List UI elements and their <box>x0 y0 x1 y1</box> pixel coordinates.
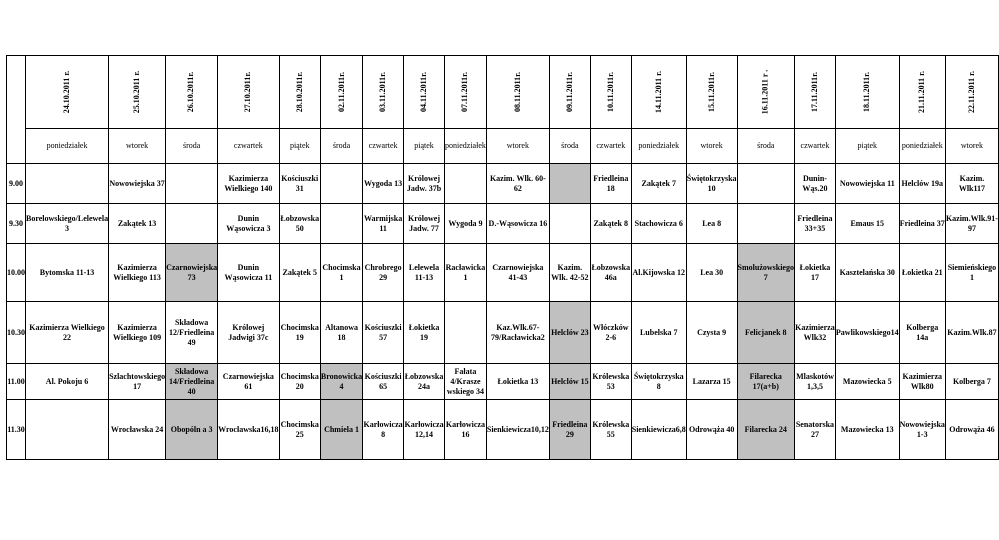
date-label: 15.11.2011r. <box>706 72 716 112</box>
schedule-cell: Dunin Wąsowicza 11 <box>218 244 279 302</box>
day-header: piątek <box>404 129 445 164</box>
date-label: 28.10.2011r. <box>294 71 304 113</box>
schedule-cell: Świętokrzyska 8 <box>631 364 686 400</box>
schedule-cell: Felicjanek 8 <box>737 302 794 364</box>
schedule-cell: Kaz.Wlk.67-79/Racławicka2 <box>486 302 549 364</box>
schedule-cell: Helclów 23 <box>549 302 590 364</box>
schedule-cell: Składowa 14/Friedleina 40 <box>166 364 218 400</box>
schedule-cell: Siemieńskiego 1 <box>945 244 998 302</box>
schedule-cell: Łokietka 19 <box>404 302 445 364</box>
date-label: 27.10.2011r. <box>243 71 253 113</box>
schedule-cell: Friedleina 33+35 <box>794 204 835 244</box>
schedule-cell: Zakątek 13 <box>109 204 166 244</box>
date-header <box>218 56 279 129</box>
date-header <box>686 56 737 129</box>
corner-cell <box>7 56 26 164</box>
schedule-cell: Lubelska 7 <box>631 302 686 364</box>
table-row <box>7 244 999 302</box>
time-label: 9.00 <box>7 164 26 204</box>
schedule-cell: Friedleina 18 <box>590 164 631 204</box>
table-row <box>7 400 999 460</box>
date-header <box>631 56 686 129</box>
date-label: 21.11.2011 r. <box>917 71 927 113</box>
schedule-cell: Wygoda 9 <box>445 204 487 244</box>
schedule-cell: Kościuszki 31 <box>279 164 320 204</box>
schedule-cell: Stachowicza 6 <box>631 204 686 244</box>
day-header: wtorek <box>486 129 549 164</box>
schedule-cell: Nowowiejska 11 <box>835 164 899 204</box>
day-header: poniedziałek <box>631 129 686 164</box>
date-header <box>445 56 487 129</box>
date-label: 16.11.2011 r . <box>760 69 770 115</box>
table-row <box>7 302 999 364</box>
schedule-cell: Łobzowska 24a <box>404 364 445 400</box>
schedule-cell: Senatorska 27 <box>794 400 835 460</box>
day-header: środa <box>549 129 590 164</box>
schedule-cell: Królewska 53 <box>590 364 631 400</box>
schedule-cell: Emaus 15 <box>835 204 899 244</box>
schedule-cell: Składowa 12/Friedleina 49 <box>166 302 218 364</box>
schedule-cell: Chmiela 1 <box>320 400 362 460</box>
schedule-cell: Lea 8 <box>686 204 737 244</box>
day-header: piątek <box>835 129 899 164</box>
schedule-cell: Nowowiejska 37 <box>109 164 166 204</box>
schedule-cell: Warmijska 11 <box>363 204 404 244</box>
date-header <box>737 56 794 129</box>
schedule-cell: Karłowicza 12,14 <box>404 400 445 460</box>
date-header <box>590 56 631 129</box>
schedule-cell: Bytomska 11-13 <box>26 244 109 302</box>
time-label: 9.30 <box>7 204 26 244</box>
day-header: wtorek <box>945 129 998 164</box>
schedule-cell <box>26 400 109 460</box>
schedule-cell: Zakątek 8 <box>590 204 631 244</box>
day-header: piątek <box>279 129 320 164</box>
schedule-cell: Al. Pokoju 6 <box>26 364 109 400</box>
table-row <box>7 204 999 244</box>
day-header: poniedziałek <box>899 129 945 164</box>
schedule-cell: Fałata 4/Krasze wskiego 34 <box>445 364 487 400</box>
schedule-cell: Królowej Jadwigi 37c <box>218 302 279 364</box>
schedule-cell: Świętokrzyska 10 <box>686 164 737 204</box>
schedule-cell: Kazimierza Wielkiego 109 <box>109 302 166 364</box>
schedule-cell: Mazowiecka 13 <box>835 400 899 460</box>
schedule-cell: Mlaskotów 1,3,5 <box>794 364 835 400</box>
day-header: czwartek <box>218 129 279 164</box>
schedule-cell: Kazim.Wlk.87 <box>945 302 998 364</box>
schedule-cell: Kasztelańska 30 <box>835 244 899 302</box>
table-row <box>7 164 999 204</box>
schedule-cell: Al.Kijowska 12 <box>631 244 686 302</box>
day-header: czwartek <box>363 129 404 164</box>
schedule-cell: Wygoda 13 <box>363 164 404 204</box>
schedule-cell: Helclów 15 <box>549 364 590 400</box>
date-header <box>363 56 404 129</box>
day-header: środa <box>166 129 218 164</box>
date-label: 17.11.2011r. <box>809 72 819 112</box>
date-label: 03.11.2011r. <box>378 72 388 112</box>
schedule-cell: Czarnowiejska 73 <box>166 244 218 302</box>
schedule-cell: Kościuszki 65 <box>363 364 404 400</box>
day-header: czwartek <box>590 129 631 164</box>
schedule-cell: Lea 30 <box>686 244 737 302</box>
schedule-cell: Borelowskiego/Lelewela 3 <box>26 204 109 244</box>
schedule-cell: Odrowąża 46 <box>945 400 998 460</box>
schedule-cell: Kazimierza Wielkiego 113 <box>109 244 166 302</box>
schedule-cell: Kolberga 7 <box>945 364 998 400</box>
date-header <box>549 56 590 129</box>
date-label: 07.11.2011r. <box>460 72 470 112</box>
schedule-cell: Chocimska 19 <box>279 302 320 364</box>
schedule-cell: Królewska 55 <box>590 400 631 460</box>
date-header <box>109 56 166 129</box>
day-header: poniedziałek <box>26 129 109 164</box>
schedule-cell: Włóczków 2-6 <box>590 302 631 364</box>
schedule-cell: Kazim. Wlk. 60-62 <box>486 164 549 204</box>
day-header: czwartek <box>794 129 835 164</box>
date-label: 08.11.2011r. <box>512 72 522 112</box>
date-label: 04.11.2011r. <box>419 72 429 112</box>
date-label: 22.11.2011 r. <box>966 71 976 113</box>
day-header: środa <box>320 129 362 164</box>
schedule-cell: Kolberga 14a <box>899 302 945 364</box>
schedule-cell: Smolużowskiego 7 <box>737 244 794 302</box>
schedule-cell: Czysta 9 <box>686 302 737 364</box>
schedule-cell: Filarecka 24 <box>737 400 794 460</box>
schedule-cell: Lelewela 11-13 <box>404 244 445 302</box>
schedule-cell: Kazimierza Wlk32 <box>794 302 835 364</box>
schedule-cell <box>445 302 487 364</box>
schedule-table <box>6 55 999 460</box>
schedule-cell: Lazarza 15 <box>686 364 737 400</box>
schedule-cell <box>320 204 362 244</box>
date-label: 14.11.2011 r. <box>653 71 663 113</box>
date-header <box>794 56 835 129</box>
schedule-cell: Królowej Jadw. 37b <box>404 164 445 204</box>
date-header <box>404 56 445 129</box>
schedule-cell: Królowej Jadw. 77 <box>404 204 445 244</box>
schedule-cell: Wrocławska 24 <box>109 400 166 460</box>
date-label: 26.10.2011r. <box>186 71 196 113</box>
date-label: 18.11.2011r. <box>862 72 872 112</box>
schedule-cell: Łobzowska 50 <box>279 204 320 244</box>
schedule-cell: Karłowicza 16 <box>445 400 487 460</box>
schedule-cell: Łokietka 21 <box>899 244 945 302</box>
date-label: 09.11.2011r. <box>564 72 574 112</box>
date-header <box>320 56 362 129</box>
time-label: 11.30 <box>7 400 26 460</box>
date-label: 25.10.2011 r. <box>132 70 142 114</box>
schedule-cell <box>166 164 218 204</box>
schedule-cell: Kazimierza Wlk80 <box>899 364 945 400</box>
time-label: 10.30 <box>7 302 26 364</box>
schedule-cell: Sienkiewicza10,12 <box>486 400 549 460</box>
schedule-cell: Racławicka 1 <box>445 244 487 302</box>
day-header: poniedziałek <box>445 129 487 164</box>
schedule-cell: Altanowa 18 <box>320 302 362 364</box>
schedule-cell: Filarecka 17(a+b) <box>737 364 794 400</box>
schedule-cell: D.-Wąsowicza 16 <box>486 204 549 244</box>
schedule-cell: Kazim.Wlk.91-97 <box>945 204 998 244</box>
schedule-cell: Chrobrego 29 <box>363 244 404 302</box>
schedule-cell <box>166 204 218 244</box>
time-label: 11.00 <box>7 364 26 400</box>
schedule-cell: Szlachtowskiego 17 <box>109 364 166 400</box>
schedule-cell: Helclów 19a <box>899 164 945 204</box>
date-header <box>166 56 218 129</box>
schedule-cell: Karłowicza 8 <box>363 400 404 460</box>
schedule-cell: Zakątek 7 <box>631 164 686 204</box>
schedule-cell: Chocimska 1 <box>320 244 362 302</box>
schedule-cell: Kazimierza Wielkiego 140 <box>218 164 279 204</box>
date-header <box>899 56 945 129</box>
schedule-cell: Kazimierza Wielkiego 22 <box>26 302 109 364</box>
schedule-cell: Pawlikowskiego14 <box>835 302 899 364</box>
day-header: wtorek <box>109 129 166 164</box>
table-row <box>7 364 999 400</box>
schedule-cell: Kazim. Wlk117 <box>945 164 998 204</box>
day-header: wtorek <box>686 129 737 164</box>
schedule-cell: Odrowąża 40 <box>686 400 737 460</box>
schedule-cell <box>320 164 362 204</box>
schedule-cell: Friedleina 37 <box>899 204 945 244</box>
date-header <box>835 56 899 129</box>
schedule-cell: Friedleina 29 <box>549 400 590 460</box>
date-header <box>279 56 320 129</box>
schedule-cell: Nowowiejska 1-3 <box>899 400 945 460</box>
schedule-cell: Bronowicka 4 <box>320 364 362 400</box>
schedule-cell: Wrocławska16,18 <box>218 400 279 460</box>
schedule-cell <box>549 164 590 204</box>
schedule-cell <box>737 164 794 204</box>
schedule-cell: Mazowiecka 5 <box>835 364 899 400</box>
schedule-cell: Dunin-Wąs.20 <box>794 164 835 204</box>
time-label: 10.00 <box>7 244 26 302</box>
date-header <box>945 56 998 129</box>
schedule-cell: Obopóln a 3 <box>166 400 218 460</box>
schedule-cell: Łokietka 17 <box>794 244 835 302</box>
schedule-cell <box>445 164 487 204</box>
schedule-cell: Zakątek 5 <box>279 244 320 302</box>
date-label: 02.11.2011r. <box>336 72 346 112</box>
schedule-cell: Chocimska 20 <box>279 364 320 400</box>
schedule-cell: Kazim. Wlk. 42-52 <box>549 244 590 302</box>
schedule-cell <box>549 204 590 244</box>
schedule-cell: Chocimska 25 <box>279 400 320 460</box>
schedule-cell: Łokietka 13 <box>486 364 549 400</box>
schedule-cell: Dunin Wąsowicza 3 <box>218 204 279 244</box>
schedule-cell: Sienkiewicza6,8 <box>631 400 686 460</box>
schedule-cell: Łobzowska 46a <box>590 244 631 302</box>
schedule-cell <box>26 164 109 204</box>
date-header <box>486 56 549 129</box>
schedule-cell: Kościuszki 57 <box>363 302 404 364</box>
schedule-cell: Czarnowiejska 61 <box>218 364 279 400</box>
day-header: środa <box>737 129 794 164</box>
schedule-cell <box>737 204 794 244</box>
date-label: 10.11.2011r. <box>605 72 615 112</box>
date-label: 24.10.2011 r. <box>62 70 72 114</box>
date-header <box>26 56 109 129</box>
schedule-cell: Czarnowiejska 41-43 <box>486 244 549 302</box>
